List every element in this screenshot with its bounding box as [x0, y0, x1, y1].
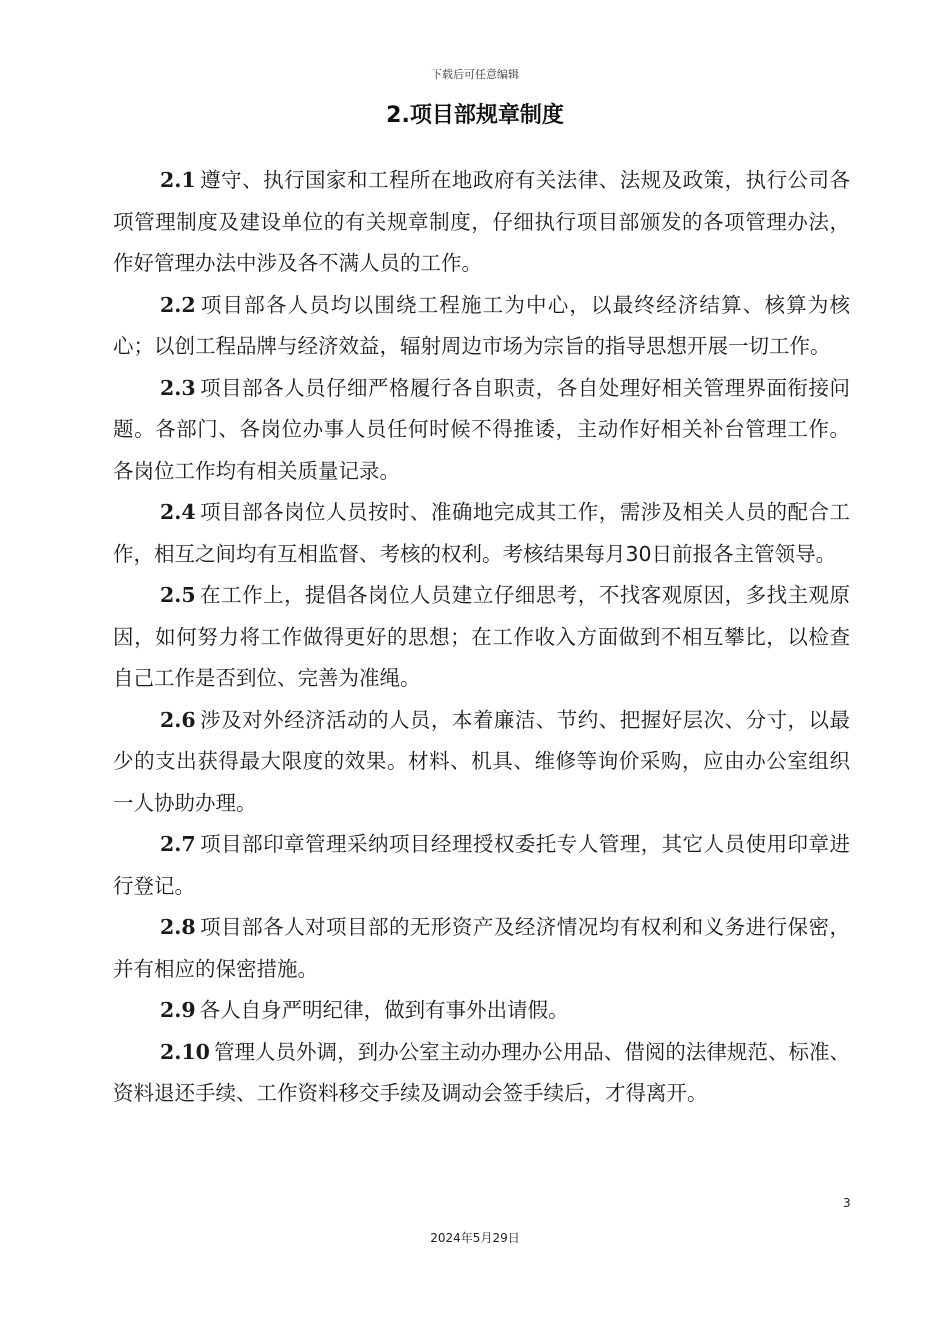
- clause-number: 2.9: [160, 998, 196, 1022]
- page-number: 3: [843, 1196, 851, 1210]
- clause-number: 2.8: [160, 915, 196, 939]
- clause-text: 项目部各人员仔细严格履行各自职责，各自处理好相关管理界面衔接问题。各部门、各岗位办事人员任何时候不得推诿，主动作好相关补台管理工作。各岗位工作均有相关质量记录。: [113, 375, 850, 483]
- document-body: [113, 160, 850, 1115]
- paragraph-2-4: [113, 492, 850, 575]
- clause-text: 涉及对外经济活动的人员，本着廉洁、节约、把握好层次、分寸，以最少的支出获得最大限度的效果。材料、机具、维修等询价采购，应由办公室组织一人协助办理。: [113, 707, 850, 815]
- clause-text: 管理人员外调，到办公室主动办理办公用品、借阅的法律规范、标准、资料退还手续、工作资料移交手续及调动会签手续后，才得离开。: [113, 1039, 850, 1105]
- paragraph-2-5: [113, 575, 850, 700]
- clause-text: 遵守、执行国家和工程所在地政府有关法律、法规及政策，执行公司各项管理制度及建设单位的有关规章制度，仔细执行项目部颁发的各项管理办法，作好管理办法中涉及各不满人员的工作。: [113, 168, 850, 275]
- footer-date: 2024年5月29日: [430, 1231, 520, 1245]
- paragraph-2-6: [113, 700, 850, 825]
- clause-text: 项目部各人员均以围绕工程施工为中心，以最终经济结算、核算为核心；以创工程品牌与经济效益，辐射周边市场为宗旨的指导思想开展一切工作。: [113, 292, 850, 358]
- paragraph-2-8: [113, 907, 850, 990]
- clause-text: 项目部各岗位人员按时、准确地完成其工作，需涉及相关人员的配合工作，相互之间均有互相监督、考核的权利。考核结果每月30日前报各主管领导。: [113, 500, 850, 566]
- paragraph-2-7: [113, 824, 850, 907]
- clause-number: 2.10: [160, 1039, 210, 1064]
- paragraph-2-2: [113, 285, 850, 368]
- clause-number: 2.1: [160, 168, 196, 192]
- paragraph-2-1: [113, 160, 850, 285]
- clause-number: 2.4: [160, 500, 196, 524]
- clause-text: 项目部印章管理采纳项目经理授权委托专人管理，其它人员使用印章进行登记。: [113, 832, 850, 898]
- clause-text: 在工作上，提倡各岗位人员建立仔细思考，不找客观原因，多找主观原因，如何努力将工作做得更好的思想；在工作收入方面做到不相互攀比，以检查自己工作是否到位、完善为准绳。: [113, 583, 850, 690]
- page-title: 2.项目部规章制度: [386, 103, 564, 128]
- clause-text: 项目部各人对项目部的无形资产及经济情况均有权利和义务进行保密，并有相应的保密措施。: [113, 915, 850, 981]
- clause-number: 2.3: [160, 375, 196, 400]
- paragraph-2-9: [113, 990, 850, 1032]
- header-note: 下载后可任意编辑: [431, 68, 519, 81]
- clause-number: 2.2: [160, 292, 196, 317]
- paragraph-2-10: [113, 1032, 850, 1115]
- clause-number: 2.6: [160, 707, 196, 732]
- clause-number: 2.7: [160, 832, 196, 856]
- clause-number: 2.5: [160, 583, 196, 607]
- clause-text: 各人自身严明纪律，做到有事外出请假。: [199, 998, 569, 1022]
- paragraph-2-3: [113, 368, 850, 493]
